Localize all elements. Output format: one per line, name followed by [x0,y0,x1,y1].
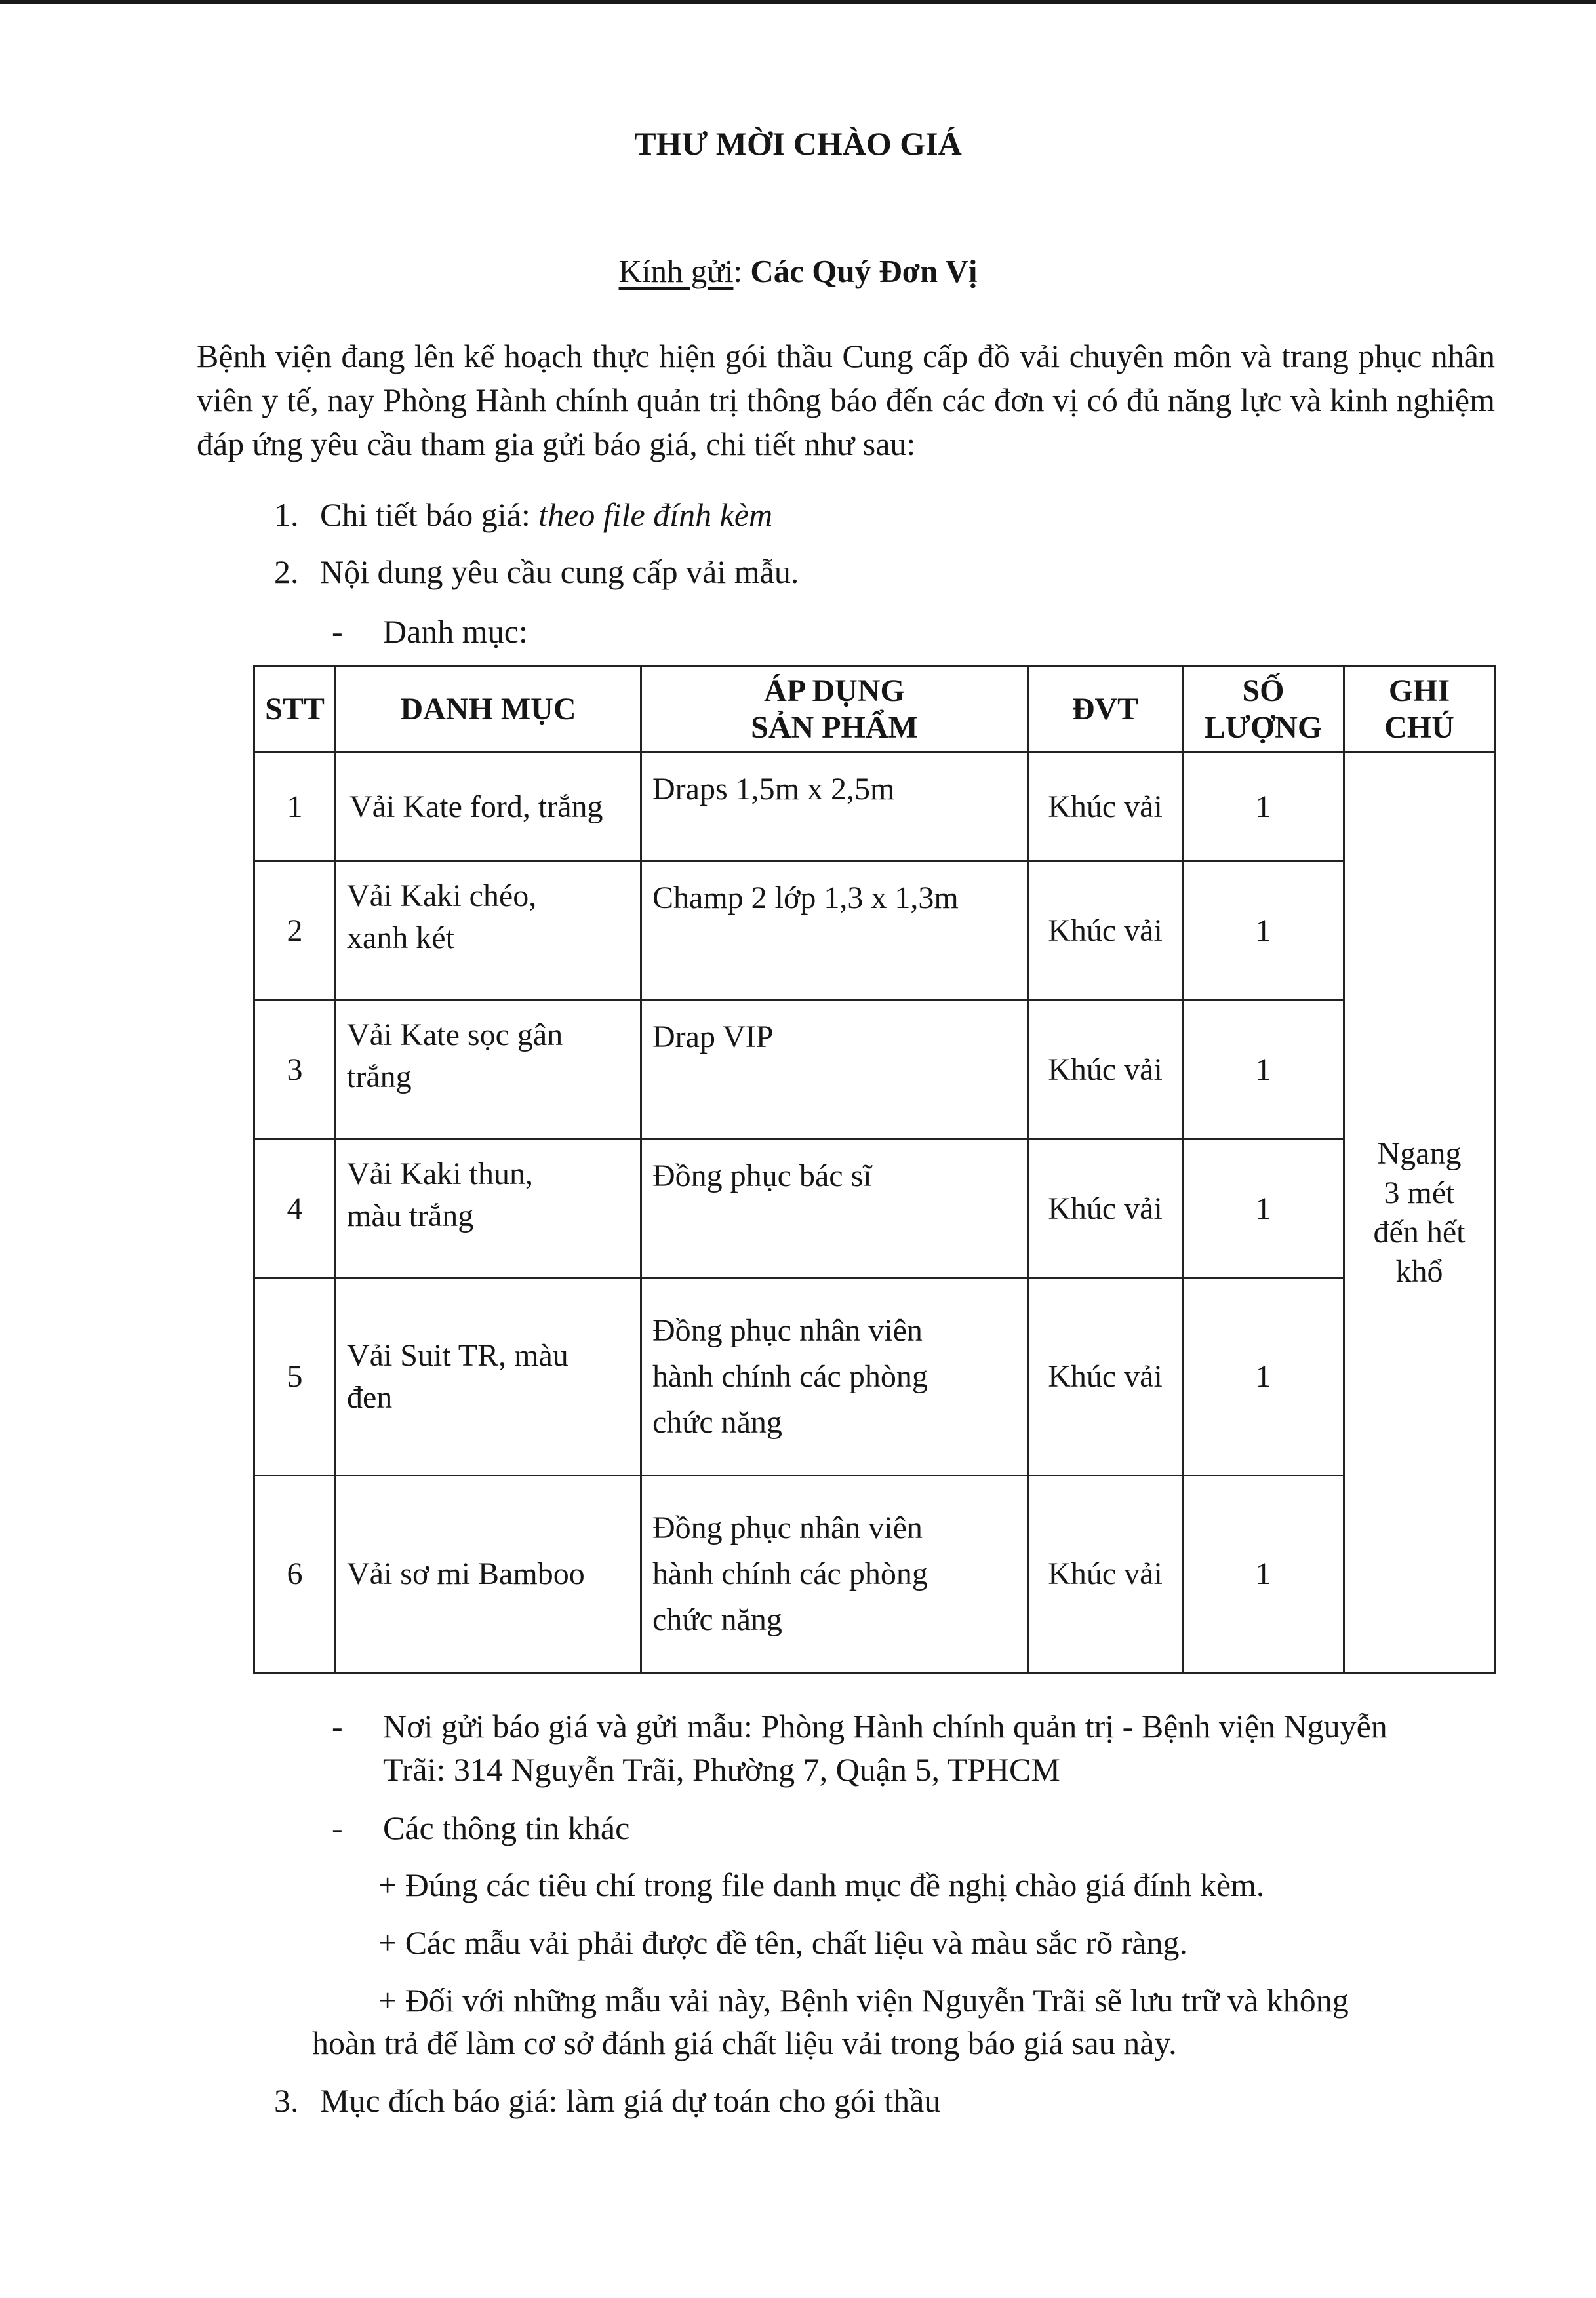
salutation-label: Kính gửi [618,253,734,289]
row-quantity: 1 [1183,1278,1344,1476]
bullet-3-line-2: hoàn trả để làm cơ sở đánh giá chất liệu vải trong báo giá sau này. [312,2025,1177,2061]
row-unit: Khúc vải [1028,1476,1183,1673]
row-quantity: 1 [1183,1000,1344,1139]
other-info [332,1809,629,1847]
row-applied-product: Draps 1,5m x 2,5m [641,753,1028,862]
fabric-items-table [253,665,1496,1674]
item-2 [274,553,799,591]
row-quantity: 1 [1183,862,1344,1000]
bullet-1: + Đúng các tiêu chí trong file danh mục đề nghị chào giá đính kèm. [378,1867,1265,1903]
send-to-dash: - [332,1708,343,1745]
item-1-number: 1. [274,496,299,533]
row-applied-product: Champ 2 lớp 1,3 x 1,3m [641,862,1028,1000]
row-unit: Khúc vải [1028,1000,1183,1139]
table-row [254,1476,1495,1673]
row-unit: Khúc vải [1028,1139,1183,1278]
table-row [254,753,1495,862]
row-fabric-name: Vải Kate ford, trắng [336,753,641,862]
row-fabric-name: Vải Kaki chéo, xanh két [336,862,641,1000]
row-applied-product: Drap VIP [641,1000,1028,1139]
row-stt: 2 [254,862,336,1000]
row-stt: 6 [254,1476,336,1673]
intro-paragraph: Bệnh viện đang lên kế hoạch thực hiện gói thầu Cung cấp đồ vải chuyên môn và trang phục nhân viên y tế, nay Phòng Hành chính quản trị thông báo đến các đơn vị có đủ năng lực và kinh nghiệm đáp ứng yêu cầu tham gia gửi báo giá, chi tiết như sau: [197,338,1495,462]
send-to-text: Nơi gửi báo giá và gửi mẫu: Phòng Hành chính quản trị - Bệnh viện Nguyễn [383,1708,1387,1745]
row-applied-product: Đồng phục nhân viên hành chính các phòng chức năng [641,1278,1028,1476]
note-cell: Ngang 3 mét đến hết khổ [1344,753,1495,1673]
item-2-number: 2. [274,553,299,590]
row-fabric-name: Vải Suit TR, màu đen [336,1278,641,1476]
row-stt: 4 [254,1139,336,1278]
salutation [0,252,1596,290]
send-to-line-2: Trãi: 314 Nguyễn Trãi, Phường 7, Quận 5, TPHCM [383,1751,1060,1788]
row-quantity: 1 [1183,1476,1344,1673]
item-1-text: Chi tiết báo giá: [320,496,539,533]
bullet-2: + Các mẫu vải phải được đề tên, chất liệu và màu sắc rõ ràng. [378,1924,1188,1961]
item-3-text: Mục đích báo giá: làm giá dự toán cho gói thầu [320,2082,941,2119]
row-applied-product: Đồng phục nhân viên hành chính các phòng chức năng [641,1476,1028,1673]
list-title-dash: - [332,613,343,650]
table-row [254,1139,1495,1278]
table-row [254,1000,1495,1139]
document-title: THƯ MỜI CHÀO GIÁ [634,125,962,162]
item-3 [274,2082,940,2120]
row-fabric-name: Vải sơ mi Bamboo [336,1476,641,1673]
table-row [254,1278,1495,1476]
header-ghi-chu: GHI CHÚ [1344,667,1495,753]
item-2-text: Nội dung yêu cầu cung cấp vải mẫu. [320,553,799,590]
header-so-luong: SỐ LƯỢNG [1183,667,1344,753]
row-stt: 3 [254,1000,336,1139]
other-info-text: Các thông tin khác [383,1810,630,1846]
item-1-attachment-note: theo file đính kèm [538,496,773,533]
table-header-row [254,667,1495,753]
item-1 [274,496,772,534]
row-fabric-name: Vải Kate sọc gân trắng [336,1000,641,1139]
row-unit: Khúc vải [1028,1278,1183,1476]
row-stt: 1 [254,753,336,862]
row-stt: 5 [254,1278,336,1476]
row-quantity: 1 [1183,1139,1344,1278]
bullet-3-line-1: + Đối với những mẫu vải này, Bệnh viện Nguyễn Trãi sẽ lưu trữ và không [378,1982,1349,2019]
scan-top-border [0,0,1596,4]
other-info-dash: - [332,1810,343,1846]
send-to-line-1 [332,1707,1387,1745]
salutation-colon: : [733,253,751,289]
header-danh-muc: DANH MỤC [336,667,641,753]
list-title [332,612,528,650]
row-unit: Khúc vải [1028,862,1183,1000]
row-quantity: 1 [1183,753,1344,862]
row-applied-product: Đồng phục bác sĩ [641,1139,1028,1278]
salutation-recipient: Các Quý Đơn Vị [750,253,978,289]
header-stt: STT [254,667,336,753]
list-title-text: Danh mục: [383,613,528,650]
header-ap-dung: ÁP DỤNG SẢN PHẨM [641,667,1028,753]
row-fabric-name: Vải Kaki thun, màu trắng [336,1139,641,1278]
table-row [254,862,1495,1000]
header-dvt: ĐVT [1028,667,1183,753]
row-unit: Khúc vải [1028,753,1183,862]
item-3-number: 3. [274,2082,299,2119]
